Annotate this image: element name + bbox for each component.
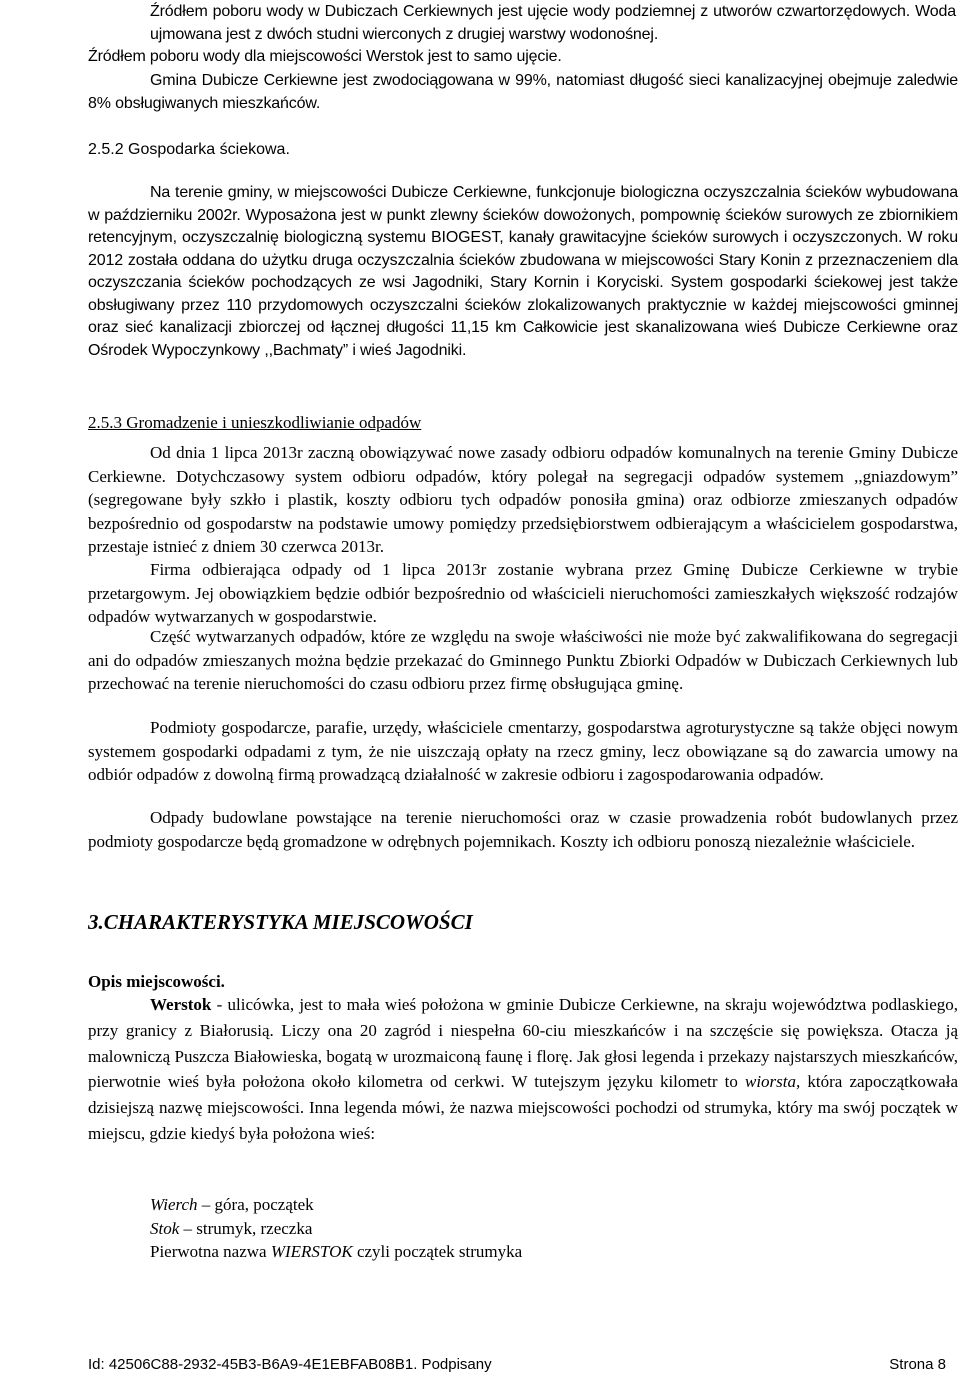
village-name: Werstok — [150, 995, 212, 1014]
page-number: Strona 8 — [889, 1356, 946, 1373]
document-id: Id: 42506C88-2932-45B3-B6A9-4E1EBFAB08B1. Podpisany — [88, 1356, 492, 1373]
water-paragraph-1: Źródłem poboru wody w Dubiczach Cerkiewnych jest ujęcie wody podziemnej z utworów czwartorzędowych. Woda ujmowana jest z dwóch studni wierconych z drugiej warstwy wodonośnej. — [150, 3, 956, 43]
water-paragraph-3: Gmina Dubicze Cerkiewne jest zwodociągowana w 99%, natomiast długość sieci kanalizacyjnej obejmuje zaledwie 8% obsługiwanych mieszkańców. — [88, 72, 958, 112]
subheading-description: Opis miejscowości. — [88, 972, 225, 991]
chapter-title: 3.CHARAKTERYSTYKA MIEJSCOWOŚCI — [88, 910, 473, 934]
page-footer — [88, 1356, 946, 1373]
description-paragraph: Werstok - ulicówka, jest to mała wieś położona w gminie Dubicze Cerkiewne, na skraju województwa podlaskiego, przy granicy z Białorusią. Liczy ona 20 zagród i niespełna 60-ciu mieszkańców i na szczęście się powiększa. Otacza ją malowniczą Puszcza Białowieska, bogatą w urozmaiconą faunę i florę. Jak głosi legenda i przekazy najstarszych mieszkańców, pierwotnie wieś była położona około kilometra od cerkwi. W tutejszym języku kilometr to wiorsta, która zapoczątkowała dzisiejszą nazwę miejscowości. Inna legenda mówi, że nazwa miejscowości pochodzi od strumyka, który ma swój początek w miejscu, gdzie kiedyś była położona wieś: — [88, 995, 958, 1143]
sewage-paragraph: Na terenie gminy, w miejscowości Dubicze Cerkiewne, funkcjonuje biologiczna oczyszczalnia ścieków wybudowana w październiku 2002r. Wyposażona jest w punkt zlewny ścieków dowożonych, pompownię ścieków surowych ze zbiornikiem retencyjnym, oczyszczalnię biologiczną systemu BIOGEST, kanały grawitacyjne ścieków surowych i oczyszczonych. W roku 2012 została oddana do użytku druga oczyszczalnia ścieków zbudowana w miejscowości Stary Konin z przeznaczeniem dla oczyszczania ścieków pochodzących ze wsi Jagodniki, Stary Kornin i Koryciski. System gospodarki ściekowej jest także obsługiwany przez 110 przydomowych oczyszczalni ścieków zlokalizowanych praktycznie w każdej miejscowości gminnej oraz sieć kanalizacji zbiorczej od łącznej długości 11,15 km Całkowicie jest skanalizowana wieś Dubicze Cerkiewne oraz Ośrodek Wypoczynkowy ,,Bachmaty” i wieś Jagodniki. — [88, 184, 958, 359]
water-paragraph-2: Źródłem poboru wody dla miejscowości Werstok jest to samo ujęcie. — [88, 48, 562, 65]
waste-paragraph-2: Firma odbierająca odpady od 1 lipca 2013r zostanie wybrana przez Gminę Dubicze Cerkiewne w trybie przetargowym. Jej obowiązkiem będzie odbiór bezpośrednio od właścicieli nieruchomości zamieszkałych większość rodzajów odpadów wytwarzanych w gospodarstwie. — [88, 560, 958, 626]
section-heading-sewage: 2.5.2 Gospodarka ściekowa. — [88, 141, 290, 158]
definition-1: Wierch – góra, początek — [150, 1195, 314, 1214]
definition-2: Stok – strumyk, rzeczka — [150, 1219, 313, 1238]
waste-paragraph-4: Podmioty gospodarcze, parafie, urzędy, właściciele cmentarzy, gospodarstwa agroturystyczne są także objęci nowym systemem gospodarki odpadami z tym, że nie uiszczają opłaty na rzecz gminy, lecz obowiązane są do zawarcia umowy na odbiór odpadów z dowolną firmą prowadzącą działalność w zakresie odbioru i zagospodarowania odpadów. — [88, 718, 958, 784]
definition-3: Pierwotna nazwa WIERSTOK czyli początek strumyka — [150, 1242, 523, 1261]
section-heading-waste: 2.5.3 Gromadzenie i unieszkodliwianie odpadów — [88, 413, 422, 432]
waste-paragraph-3: Część wytwarzanych odpadów, które ze względu na swoje właściwości nie może być zakwalifikowana do segregacji ani do odpadów zmieszanych można będzie przekazać do Gminnego Punktu Zbiorki Odpadów w Dubiczach Cerkiewnych lub przechować na terenie nieruchomości do czasu odbioru przez firmę obsługująca gminę. — [88, 627, 958, 693]
waste-paragraph-1: Od dnia 1 lipca 2013r zaczną obowiązywać nowe zasady odbioru odpadów komunalnych na terenie Gminy Dubicze Cerkiewne. Dotychczasowy system odbioru odpadów, który polegał na segregacji odpadów systemem ,,gniazdowym” (segregowane były szkło i plastik, koszty odbioru tych odpadów ponosiła gmina) oraz odbiorze zmieszanych odpadów bezpośrednio od gospodarstw na podstawie umowy pomiędzy przedsiębiorstwem odbierającym a właścicielem gospodarstwa, przestaje istnieć z dniem 30 czerwca 2013r. — [88, 443, 958, 556]
waste-paragraph-5: Odpady budowlane powstające na terenie nieruchomości oraz w czasie prowadzenia robót budowlanych przez podmioty gospodarcze będą gromadzone w odrębnych pojemnikach. Koszty ich odbioru ponoszą niezależnie właściciele. — [88, 808, 958, 851]
